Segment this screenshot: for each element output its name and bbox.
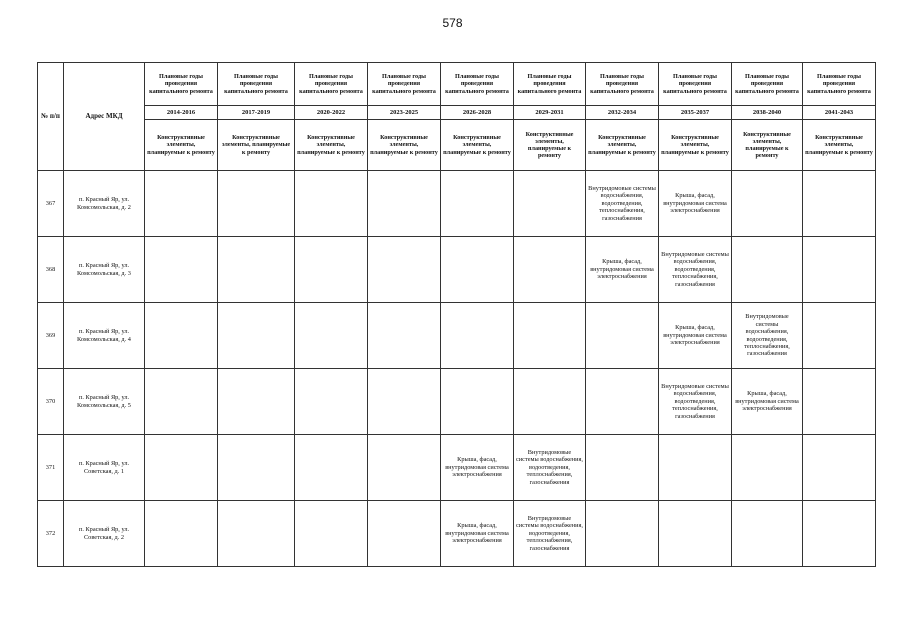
repair-cell bbox=[295, 171, 368, 237]
row-address: п. Красный Яр, ул. Комсомольская, д. 4 bbox=[64, 303, 145, 369]
repair-cell bbox=[218, 435, 295, 501]
row-address: п. Красный Яр, ул. Комсомольская, д. 3 bbox=[64, 237, 145, 303]
row-address: п. Красный Яр, ул. Комсомольская, д. 2 bbox=[64, 171, 145, 237]
header-row-plan bbox=[38, 63, 876, 106]
repair-cell bbox=[368, 171, 441, 237]
repair-cell bbox=[803, 435, 876, 501]
repair-cell bbox=[586, 369, 659, 435]
col-num-header: № п/п bbox=[38, 63, 64, 171]
repair-cell: Внутридомовые системы водоснабжения, водоотведения, теплоснабжения, газоснабжения bbox=[586, 171, 659, 237]
year-range: 2038-2040 bbox=[732, 106, 803, 120]
repair-cell bbox=[659, 435, 732, 501]
header-row-elements bbox=[38, 120, 876, 171]
repair-cell bbox=[295, 435, 368, 501]
row-address: п. Красный Яр, ул. Советская, д. 2 bbox=[64, 501, 145, 567]
repair-cell bbox=[514, 171, 586, 237]
repair-cell bbox=[441, 171, 514, 237]
row-address: п. Красный Яр, ул. Комсомольская, д. 5 bbox=[64, 369, 145, 435]
repair-cell bbox=[145, 303, 218, 369]
repair-cell bbox=[145, 435, 218, 501]
repair-cell: Внутридомовые системы водоснабжения, водоотведения, теплоснабжения, газоснабжения bbox=[514, 501, 586, 567]
elements-header: Конструктивные элементы, планируемые к ремонту bbox=[586, 120, 659, 171]
repair-cell bbox=[803, 171, 876, 237]
repair-cell bbox=[586, 501, 659, 567]
table-row bbox=[38, 171, 876, 237]
elements-header: Конструктивные элементы, планируемые к ремонту bbox=[803, 120, 876, 171]
repair-cell bbox=[803, 303, 876, 369]
repair-cell bbox=[295, 237, 368, 303]
repair-cell bbox=[441, 237, 514, 303]
repair-cell bbox=[218, 369, 295, 435]
row-address: п. Красный Яр, ул. Советская, д. 1 bbox=[64, 435, 145, 501]
repair-cell bbox=[586, 435, 659, 501]
repair-cell: Крыша, фасад, внутридомовая система электроснабжения bbox=[659, 303, 732, 369]
repair-cell: Крыша, фасад, внутридомовая система электроснабжения bbox=[659, 171, 732, 237]
repair-cell bbox=[732, 435, 803, 501]
row-number: 371 bbox=[38, 435, 64, 501]
repair-cell bbox=[145, 369, 218, 435]
repair-cell bbox=[803, 369, 876, 435]
repair-cell bbox=[803, 237, 876, 303]
repair-cell: Внутридомовые системы водоснабжения, водоотведения, теплоснабжения, газоснабжения bbox=[659, 237, 732, 303]
plan-header: Плановые годы проведения капитального ремонта bbox=[514, 63, 586, 106]
repair-cell bbox=[441, 369, 514, 435]
table-row bbox=[38, 501, 876, 567]
table-row bbox=[38, 237, 876, 303]
repair-cell: Крыша, фасад, внутридомовая система электроснабжения bbox=[586, 237, 659, 303]
repair-cell bbox=[218, 237, 295, 303]
repair-cell bbox=[732, 237, 803, 303]
repair-cell bbox=[145, 171, 218, 237]
elements-header: Конструктивные элементы, планируемые к ремонту bbox=[368, 120, 441, 171]
plan-header: Плановые годы проведения капитального ремонта bbox=[803, 63, 876, 106]
repair-cell bbox=[368, 303, 441, 369]
table-row bbox=[38, 435, 876, 501]
table-row bbox=[38, 369, 876, 435]
year-range: 2032-2034 bbox=[586, 106, 659, 120]
repair-cell bbox=[514, 237, 586, 303]
repair-cell: Крыша, фасад, внутридомовая система электроснабжения bbox=[441, 435, 514, 501]
year-range: 2014-2016 bbox=[145, 106, 218, 120]
table-body bbox=[38, 171, 876, 567]
repair-cell bbox=[295, 303, 368, 369]
repair-cell bbox=[514, 369, 586, 435]
elements-header: Конструктивные элементы, планируемые к ремонту bbox=[659, 120, 732, 171]
row-number: 369 bbox=[38, 303, 64, 369]
row-number: 367 bbox=[38, 171, 64, 237]
repair-cell bbox=[514, 303, 586, 369]
repair-cell bbox=[586, 303, 659, 369]
year-range: 2017-2019 bbox=[218, 106, 295, 120]
year-range: 2023-2025 bbox=[368, 106, 441, 120]
repair-cell bbox=[145, 237, 218, 303]
elements-header: Конструктивные элементы, планируемые к ремонту bbox=[441, 120, 514, 171]
repair-cell bbox=[659, 501, 732, 567]
year-range: 2026-2028 bbox=[441, 106, 514, 120]
col-address-header: Адрес МКД bbox=[64, 63, 145, 171]
repair-cell bbox=[803, 501, 876, 567]
repair-cell bbox=[295, 501, 368, 567]
page-number: 578 bbox=[442, 16, 463, 30]
year-range: 2020-2022 bbox=[295, 106, 368, 120]
plan-header: Плановые годы проведения капитального ремонта bbox=[145, 63, 218, 106]
header-row-years bbox=[38, 106, 876, 120]
elements-header: Конструктивные элементы, планируемые к ремонту bbox=[732, 120, 803, 171]
row-number: 372 bbox=[38, 501, 64, 567]
row-number: 370 bbox=[38, 369, 64, 435]
repair-cell bbox=[368, 369, 441, 435]
plan-header: Плановые годы проведения капитального ремонта bbox=[368, 63, 441, 106]
repair-cell bbox=[218, 171, 295, 237]
plan-header: Плановые годы проведения капитального ремонта bbox=[441, 63, 514, 106]
repair-cell bbox=[368, 435, 441, 501]
repair-cell: Крыша, фасад, внутридомовая система электроснабжения bbox=[441, 501, 514, 567]
year-range: 2035-2037 bbox=[659, 106, 732, 120]
capital-repair-table bbox=[37, 62, 876, 567]
elements-header: Конструктивные элементы, планируемые к ремонту bbox=[514, 120, 586, 171]
plan-header: Плановые годы проведения капитального ремонта bbox=[218, 63, 295, 106]
repair-cell bbox=[368, 501, 441, 567]
elements-header: Конструктивные элементы, планируемые к ремонту bbox=[218, 120, 295, 171]
plan-header: Плановые годы проведения капитального ремонта bbox=[586, 63, 659, 106]
plan-header: Плановые годы проведения капитального ремонта bbox=[295, 63, 368, 106]
repair-cell bbox=[145, 501, 218, 567]
plan-header: Плановые годы проведения капитального ремонта bbox=[659, 63, 732, 106]
year-range: 2029-2031 bbox=[514, 106, 586, 120]
repair-cell: Крыша, фасад, внутридомовая система электроснабжения bbox=[732, 369, 803, 435]
repair-cell bbox=[368, 237, 441, 303]
repair-cell bbox=[732, 501, 803, 567]
row-number: 368 bbox=[38, 237, 64, 303]
elements-header: Конструктивные элементы, планируемые к ремонту bbox=[295, 120, 368, 171]
repair-cell bbox=[295, 369, 368, 435]
plan-header: Плановые годы проведения капитального ремонта bbox=[732, 63, 803, 106]
year-range: 2041-2043 bbox=[803, 106, 876, 120]
elements-header: Конструктивные элементы, планируемые к ремонту bbox=[145, 120, 218, 171]
repair-cell bbox=[218, 501, 295, 567]
repair-cell: Внутридомовые системы водоснабжения, водоотведения, теплоснабжения, газоснабжения bbox=[659, 369, 732, 435]
repair-cell bbox=[732, 171, 803, 237]
repair-cell bbox=[218, 303, 295, 369]
repair-cell: Внутридомовые системы водоснабжения, водоотведения, теплоснабжения, газоснабжения bbox=[514, 435, 586, 501]
repair-cell bbox=[441, 303, 514, 369]
table-row bbox=[38, 303, 876, 369]
repair-cell: Внутридомовые системы водоснабжения, водоотведения, теплоснабжения, газоснабжения bbox=[732, 303, 803, 369]
